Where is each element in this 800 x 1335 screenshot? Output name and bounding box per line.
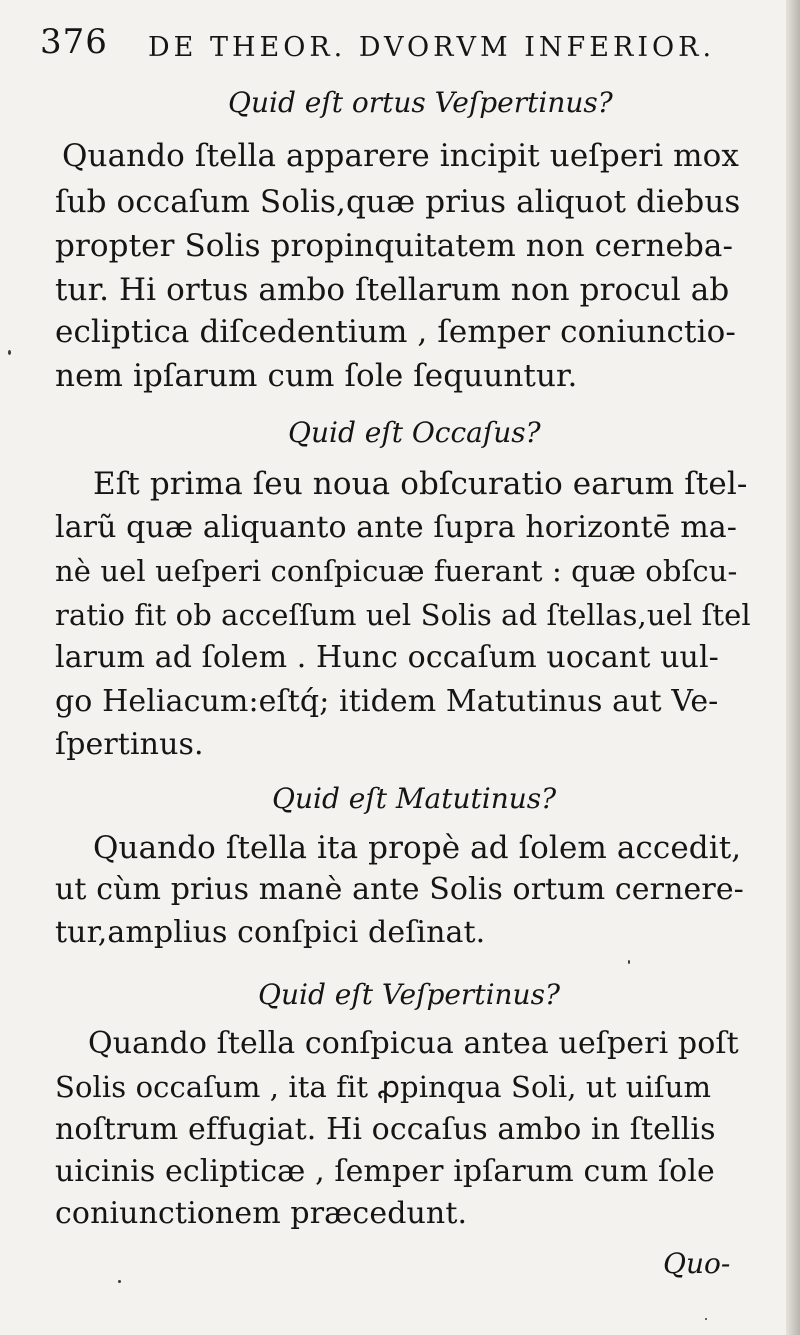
ink-speck [8,350,11,355]
text-line: tur. Hi ortus ambo ſtellarum non procul ab [55,272,730,308]
text-line: ut cùm prius manè ante Solis ortum cernere- [55,872,744,907]
text-line: Quando ſtella conſpicua antea ueſperi poſt [88,1026,739,1061]
ink-speck [705,1318,707,1320]
text-line: Quando ſtella ita propè ad ſolem accedit, [93,830,742,866]
text-line: Quando ſtella apparere incipit ueſperi mox [62,138,739,174]
text-line: ſub occaſum Solis,quæ prius aliquot diebus [55,184,741,220]
page-number: 376 [40,22,108,62]
catchword: Quo- [663,1247,731,1280]
ink-speck [118,1280,121,1283]
text-line: noſtrum effugiat. Hi occaſus ambo in ſtellis [55,1112,716,1147]
text-line: propter Solis propinquitatem non cerneba- [55,228,734,264]
text-line: ſpertinus. [55,727,204,762]
text-line: ecliptica diſcedentium , ſemper coniunctio- [55,314,736,350]
text-line: coniunctionem præcedunt. [55,1196,468,1231]
question-heading: Quid eſt Matutinus? [272,782,557,815]
question-heading: Quid eſt Veſpertinus? [258,978,560,1011]
ink-speck [628,960,630,964]
text-line: larum ad ſolem . Hunc occaſum uocant uul- [55,640,719,675]
page-header [40,20,760,70]
text-line: nè uel ueſperi conſpicuæ fuerant : quæ obſcu- [55,554,738,588]
running-head: DE THEOR. DVORVM INFERIOR. [148,32,716,63]
text-line: Eſt prima ſeu noua obſcuratio earum ſtel- [93,466,748,502]
text-line: Solis occaſum , ita fit ꝓpinqua Soli, ut uiſum [55,1070,712,1104]
text-line: nem ipſarum cum ſole ſequuntur. [55,358,578,394]
text-line: larũ quæ aliquanto ante ſupra horizontē ma- [55,510,737,545]
text-line: uicinis eclipticæ , ſemper ipſarum cum ſole [55,1154,715,1189]
text-line: go Heliacum:eſtq́; itidem Matutinus aut Ve- [55,684,719,719]
question-heading: Quid eſt ortus Veſpertinus? [228,86,613,119]
text-line: tur,amplius conſpici deſinat. [55,915,486,950]
page-edge-shadow [786,0,800,1335]
text-line: ratio fit ob acceſſum uel Solis ad ſtellas,uel ſtel [55,598,751,632]
question-heading: Quid eſt Occaſus? [288,416,541,449]
